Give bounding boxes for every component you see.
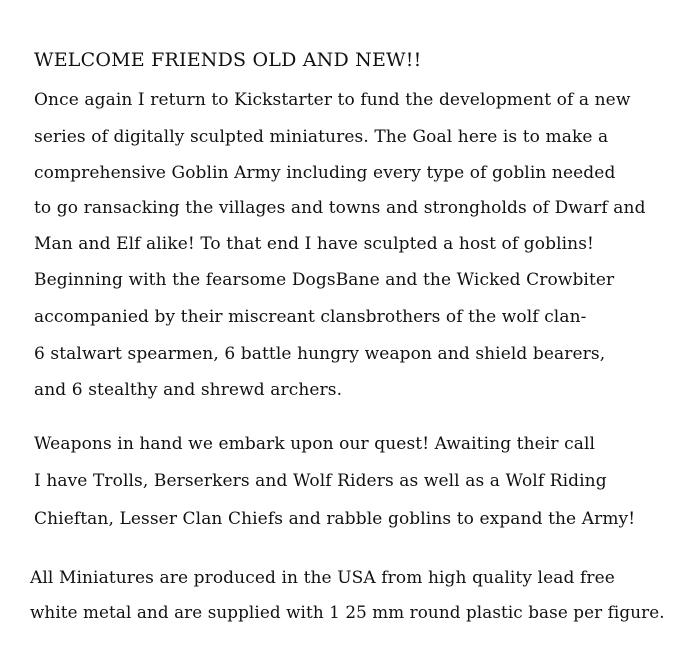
paragraph-1-line: Once again I return to Kickstarter to fund the development of a new <box>34 90 631 110</box>
paragraph-1-line: Man and Elf alike! To that end I have sculpted a host of goblins! <box>34 234 594 254</box>
paragraph-1-line: series of digitally sculpted miniatures. The Goal here is to make a <box>34 127 609 147</box>
paragraph-2-line: I have Trolls, Berserkers and Wolf Riders as well as a Wolf Riding <box>34 471 607 491</box>
paragraph-2-line: Chieftan, Lesser Clan Chiefs and rabble goblins to expand the Army! <box>34 509 636 529</box>
paragraph-3-line: All Miniatures are produced in the USA from high quality lead free <box>30 568 615 588</box>
paragraph-1-line: comprehensive Goblin Army including every type of goblin needed <box>34 163 616 183</box>
paragraph-1-line: and 6 stealthy and shrewd archers. <box>34 380 343 400</box>
paragraph-1-line: Beginning with the fearsome DogsBane and the Wicked Crowbiter <box>34 270 615 290</box>
document-title: WELCOME FRIENDS OLD AND NEW!! <box>34 49 422 71</box>
paragraph-2-line: Weapons in hand we embark upon our quest! Awaiting their call <box>34 434 596 454</box>
paragraph-1-line: to go ransacking the villages and towns and strongholds of Dwarf and <box>34 198 646 218</box>
paragraph-1-line: 6 stalwart spearmen, 6 battle hungry weapon and shield bearers, <box>34 344 606 364</box>
paragraph-3-line: white metal and are supplied with 1 25 mm round plastic base per figure. <box>30 602 665 622</box>
paragraph-1-line: accompanied by their miscreant clansbrothers of the wolf clan- <box>34 307 587 327</box>
